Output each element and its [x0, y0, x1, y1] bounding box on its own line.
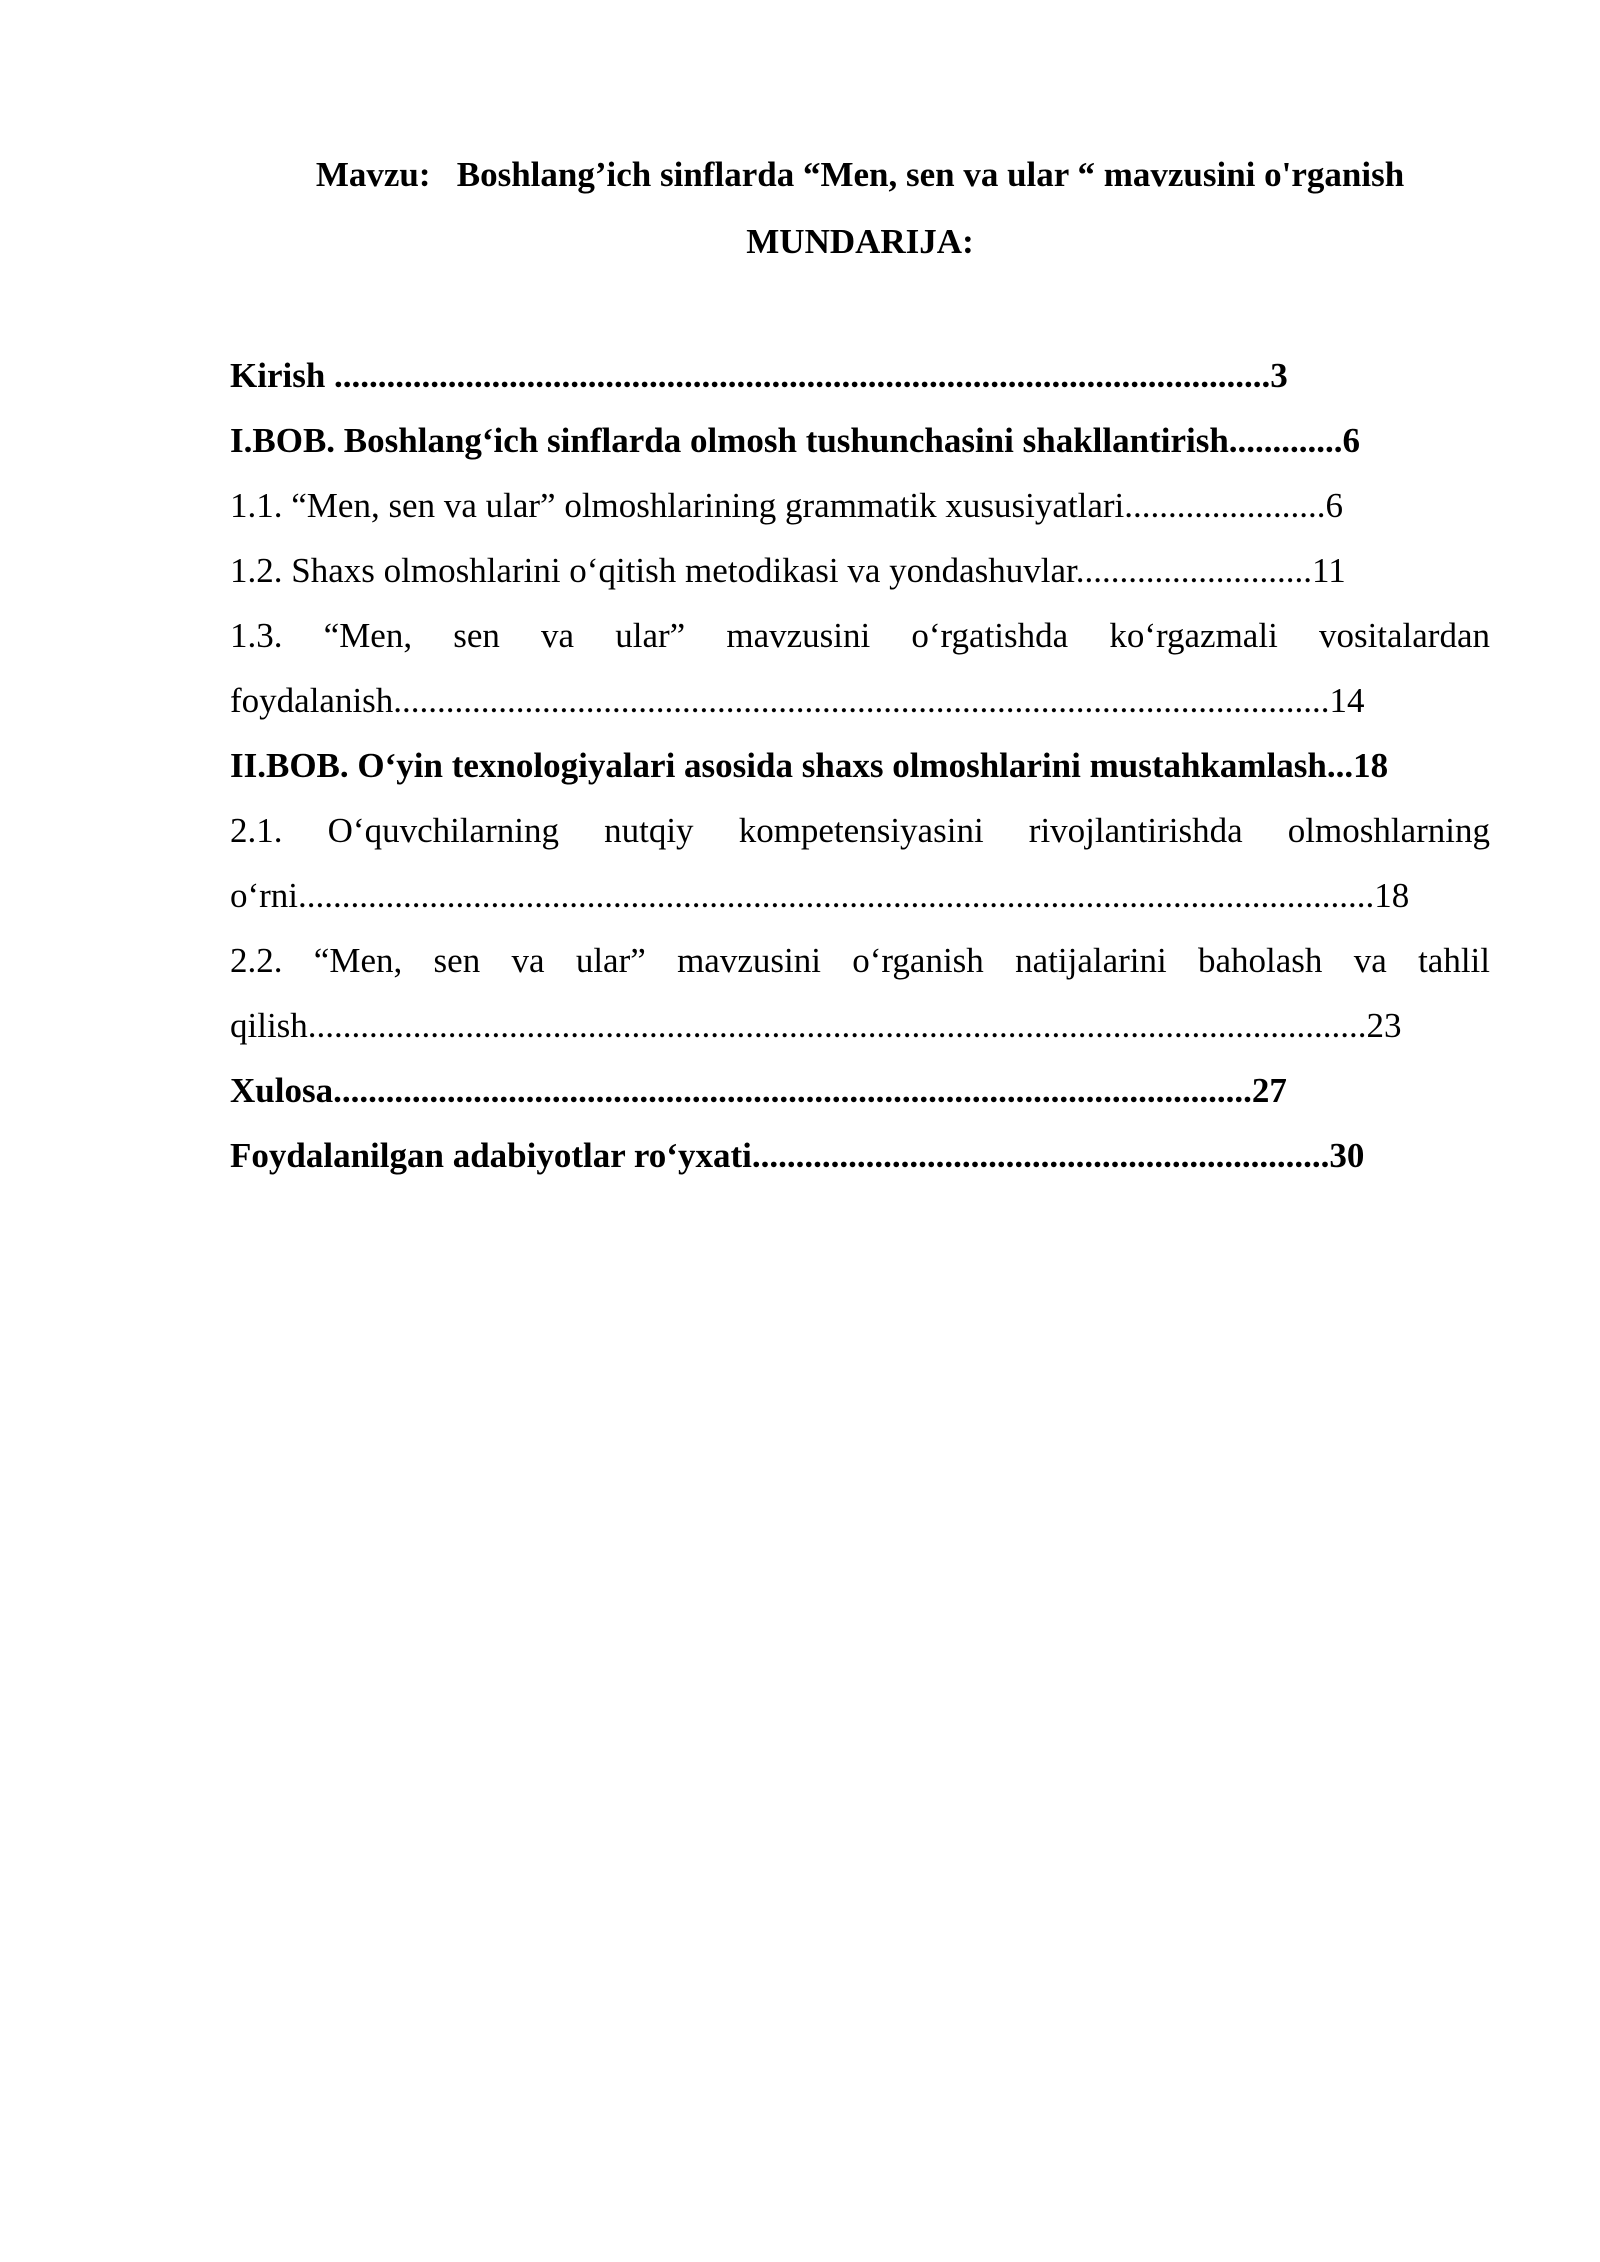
- toc-entry-references: Foydalanilgan adabiyotlar ro‘yxati..................................................................30: [230, 1136, 1365, 1175]
- toc-entry-1-3: 1.3. “Men, sen va ular” mavzusini o‘rgatishda ko‘rgazmali vositalardan: [230, 616, 1490, 655]
- toc-entry-kirish: Kirish ...........................................................................................................3: [230, 356, 1288, 395]
- toc-entry-2-2-continued: qilish.........................................................................................................................23: [230, 1006, 1402, 1045]
- toc-entry-xulosa: Xulosa.........................................................................................................27: [230, 1071, 1287, 1110]
- toc-entry-1-3-continued: foydalanish...........................................................................................................14: [230, 681, 1365, 720]
- toc-entry-chapter-1: I.BOB. Boshlang‘ich sinflarda olmosh tushunchasini shakllantirish.............6: [230, 421, 1361, 460]
- toc-entry-2-1: 2.1. O‘quvchilarning nutqiy kompetensiyasini rivojlantirishda olmoshlarning: [230, 811, 1490, 850]
- document-topic: Mavzu: Boshlang’ich sinflarda “Men, sen va ular “ mavzusini o'rganish: [315, 155, 1405, 194]
- table-of-contents: [230, 343, 1490, 1188]
- toc-entry-chapter-2: II.BOB. O‘yin texnologiyalari asosida shaxs olmoshlarini mustahkamlash...18: [230, 746, 1389, 785]
- toc-entry-1-1: 1.1. “Men, sen va ular” olmoshlarining grammatik xususiyatlari.......................6: [230, 486, 1343, 525]
- toc-entry-1-2: 1.2. Shaxs olmoshlarini o‘qitish metodikasi va yondashuvlar...........................11: [230, 551, 1346, 590]
- toc-entry-2-2: 2.2. “Men, sen va ular” mavzusini o‘rganish natijalarini baholash va tahlil: [230, 941, 1490, 980]
- toc-heading: MUNDARIJA:: [746, 222, 974, 261]
- toc-entry-2-1-continued: o‘rni...........................................................................................................................18: [230, 876, 1410, 915]
